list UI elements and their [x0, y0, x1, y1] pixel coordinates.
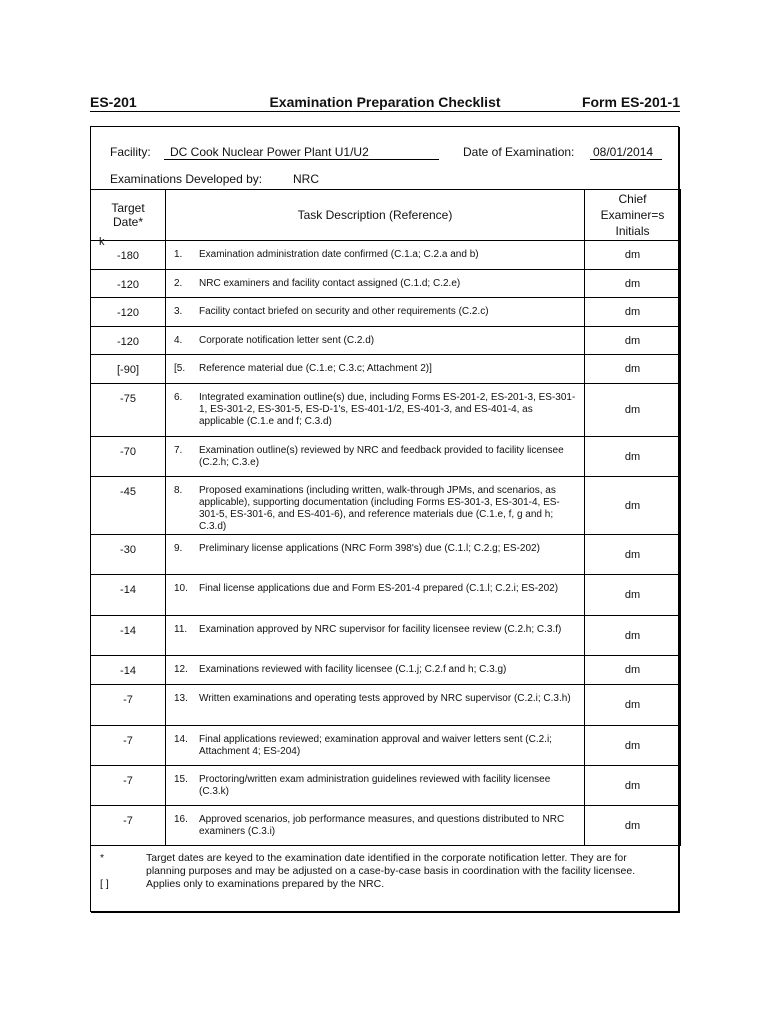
target-date-cell: -7: [91, 726, 166, 766]
examiner-initials-cell: dm: [585, 685, 681, 726]
table-row: [91, 355, 681, 384]
task-description-cell: [166, 616, 585, 656]
examiner-initials-cell: dm: [585, 298, 681, 327]
footnote-nrc-only: [100, 878, 660, 891]
task-number: 12.: [174, 664, 188, 675]
target-date-cell: -7: [91, 766, 166, 806]
task-number: 13.: [174, 693, 188, 704]
examiner-initials-cell: dm: [585, 437, 681, 477]
task-description: Facility contact briefed on security and other requirements (C.2.c): [199, 306, 489, 317]
examiner-initials-cell: dm: [585, 327, 681, 355]
table-row: [91, 327, 681, 355]
task-number: 6.: [174, 392, 183, 403]
task-number: 14.: [174, 734, 188, 745]
table-row: [91, 656, 681, 685]
developed-by-value: NRC: [293, 172, 319, 186]
task-number: 11.: [174, 624, 188, 635]
form-number: Form ES-201-1: [581, 94, 680, 110]
table-row: [91, 477, 681, 535]
task-description: Integrated examination outline(s) due, including Forms ES-201-2, ES-201-3, ES-301-1, ES-301-2, ES-301-5, ES-D-1's, ES-401-1/2, ES-401-3, and ES-401-4, as applicable (C.1.e and f; C.3.d): [199, 392, 576, 427]
target-date-cell: -45: [91, 477, 166, 535]
page-header: [90, 94, 680, 112]
task-number: 16.: [174, 814, 188, 825]
task-description: Proctoring/written exam administration guidelines reviewed with facility licensee (C.3.k): [199, 774, 551, 797]
task-description-cell: [166, 806, 585, 846]
examiner-initials-cell: dm: [585, 806, 681, 846]
table-row: [91, 685, 681, 726]
table-row: [91, 535, 681, 575]
task-number: 8.: [174, 485, 183, 496]
task-description-cell: [166, 726, 585, 766]
task-number: 10.: [174, 583, 188, 594]
task-description: Reference material due (C.1.e; C.3.c; Attachment 2)]: [199, 363, 432, 374]
target-date-cell: -75: [91, 384, 166, 437]
exam-date-label: Date of Examination:: [463, 145, 575, 159]
target-date-header: Target Date*: [91, 190, 166, 241]
examiner-initials-cell: dm: [585, 270, 681, 298]
target-date-cell: -14: [91, 656, 166, 685]
target-date-cell: -14: [91, 616, 166, 656]
target-date-cell: -70: [91, 437, 166, 477]
target-date-cell: [-90]: [91, 355, 166, 384]
task-number: 4.: [174, 335, 183, 346]
task-description-cell: [166, 298, 585, 327]
examiner-initials-cell: dm: [585, 575, 681, 616]
facility-label: Facility:: [110, 145, 151, 159]
task-description: Final applications reviewed; examination approval and waiver letters sent (C.2.i; Attachment 4; ES-204): [199, 734, 552, 757]
table-row: [91, 384, 681, 437]
examiner-initials-cell: dm: [585, 477, 681, 535]
examiner-initials-cell: dm: [585, 355, 681, 384]
task-description: Written examinations and operating tests approved by NRC supervisor (C.2.i; C.3.h): [199, 693, 571, 704]
task-description-header: Task Description (Reference): [166, 190, 585, 241]
task-number: 2.: [174, 278, 183, 289]
table-row: [91, 726, 681, 766]
task-number: 15.: [174, 774, 188, 785]
page-title: Examination Preparation Checklist: [269, 94, 501, 110]
target-date-cell: -7: [91, 685, 166, 726]
task-description-cell: [166, 270, 585, 298]
form-series: ES-201: [90, 94, 137, 110]
task-description-cell: [166, 355, 585, 384]
task-number: 9.: [174, 543, 183, 554]
exam-date-value: 08/01/2014: [590, 145, 662, 160]
examiner-initials-cell: dm: [585, 384, 681, 437]
task-description: Examination approved by NRC supervisor for facility licensee review (C.2.h; C.3.f): [199, 624, 562, 635]
initials-header: Chief Examiner=s Initials: [585, 190, 681, 241]
task-description-cell: [166, 384, 585, 437]
task-description-cell: [166, 766, 585, 806]
examiner-initials-cell: dm: [585, 241, 681, 270]
table-row: [91, 806, 681, 846]
task-description-cell: [166, 685, 585, 726]
table-row: [91, 241, 681, 270]
examiner-initials-cell: dm: [585, 616, 681, 656]
table-row: [91, 575, 681, 616]
task-description-cell: [166, 327, 585, 355]
task-description-cell: [166, 437, 585, 477]
table-row: [91, 298, 681, 327]
table-row: [91, 437, 681, 477]
task-description-cell: [166, 241, 585, 270]
footnote-star-mark: *: [100, 852, 105, 864]
footnotes: [100, 852, 660, 891]
task-description: Examinations reviewed with facility licensee (C.1.j; C.2.f and h; C.3.g): [199, 664, 507, 675]
target-date-cell: -180: [91, 241, 166, 270]
target-date-cell: -14: [91, 575, 166, 616]
footnote-bracket-mark: [ ]: [100, 878, 109, 890]
task-table: [90, 189, 681, 846]
task-description: Examination outline(s) reviewed by NRC and feedback provided to facility licensee (C.2.h; C.3.e): [199, 445, 564, 468]
footnote-target-dates: [100, 852, 660, 878]
task-description-cell: [166, 535, 585, 575]
developed-by-label: Examinations Developed by:: [110, 172, 263, 186]
task-number: 3.: [174, 306, 183, 317]
target-date-cell: -120: [91, 298, 166, 327]
task-description-cell: [166, 656, 585, 685]
task-description-cell: [166, 477, 585, 535]
target-date-cell: -30: [91, 535, 166, 575]
task-description-cell: [166, 575, 585, 616]
task-description: NRC examiners and facility contact assigned (C.1.d; C.2.e): [199, 278, 461, 289]
target-date-cell: -120: [91, 327, 166, 355]
task-number: 1.: [174, 249, 183, 260]
examiner-initials-cell: dm: [585, 766, 681, 806]
table-row: [91, 270, 681, 298]
task-description: Proposed examinations (including written, walk-through JPMs, and scenarios, as applicable), supporting documentation (including Forms ES-301-3, ES-301-4, ES-301-5, ES-301-6, and ES-401-6), and reference materials due (C.1.e, f, g and h; C.3.d): [199, 485, 560, 532]
task-description: Examination administration date confirmed (C.1.a; C.2.a and b): [199, 249, 479, 260]
footnote-star-text: Target dates are keyed to the examination date identified in the corporate notification letter. They are for planning purposes and may be adjusted on a case-by-case basis in coordination with the facility licensee.: [146, 852, 636, 877]
examiner-initials-cell: dm: [585, 535, 681, 575]
task-description: Final license applications due and Form ES-201-4 prepared (C.1.l; C.2.i; ES-202): [199, 583, 559, 594]
task-number: [5.: [174, 363, 186, 374]
facility-value: DC Cook Nuclear Power Plant U1/U2: [164, 145, 439, 160]
table-row: [91, 766, 681, 806]
task-description: Approved scenarios, job performance measures, and questions distributed to NRC examiners (C.3.i): [199, 814, 565, 837]
table-header-row: [91, 190, 681, 241]
examiner-initials-cell: dm: [585, 726, 681, 766]
target-date-cell: -7: [91, 806, 166, 846]
task-description: Preliminary license applications (NRC Form 398's) due (C.1.l; C.2.g; ES-202): [199, 543, 540, 554]
header-rule: [90, 111, 680, 112]
table-row: [91, 616, 681, 656]
target-date-cell: -120: [91, 270, 166, 298]
examiner-initials-cell: dm: [585, 656, 681, 685]
stray-mark: k: [99, 236, 105, 248]
task-number: 7.: [174, 445, 183, 456]
footnote-bracket-text: Applies only to examinations prepared by the NRC.: [146, 878, 385, 890]
task-description: Corporate notification letter sent (C.2.d): [199, 335, 375, 346]
